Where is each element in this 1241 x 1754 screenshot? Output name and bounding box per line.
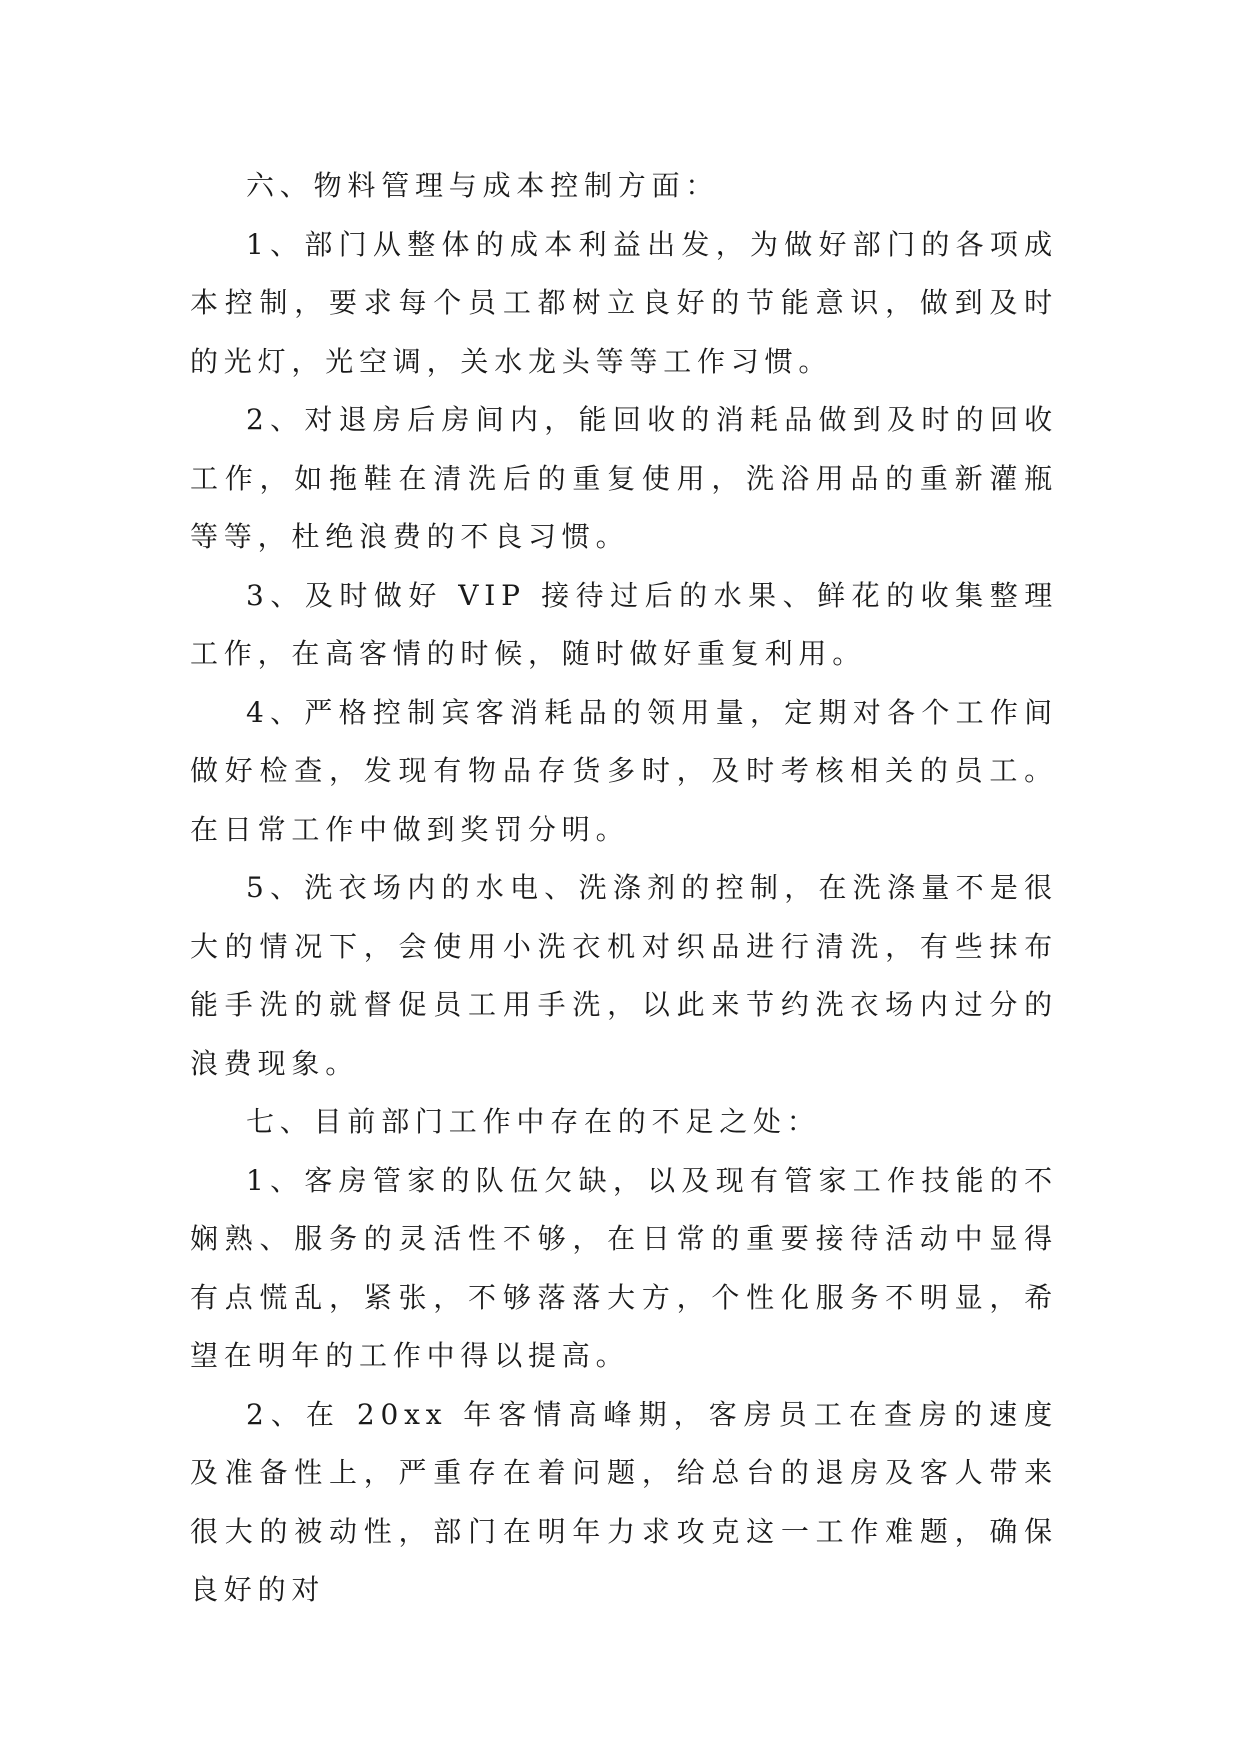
paragraph-shortcomings-1: 1、客房管家的队伍欠缺，以及现有管家工作技能的不娴熟、服务的灵活性不够，在日常的重要接待活动中显得有点慌乱，紧张，不够落落大方，个性化服务不明显，希望在明年的工作中得以提高。	[190, 1163, 1058, 1372]
paragraph-materials-4: 4、严格控制宾客消耗品的领用量，定期对各个工作间做好检查，发现有物品存货多时，及时考核相关的员工。在日常工作中做到奖罚分明。	[190, 695, 1058, 846]
document-body	[190, 157, 1058, 1620]
section-heading-materials: 六、物料管理与成本控制方面：	[246, 169, 720, 202]
paragraph-materials-1: 1、部门从整体的成本利益出发，为做好部门的各项成本控制，要求每个员工都树立良好的节能意识，做到及时的光灯，光空调，关水龙头等等工作习惯。	[190, 227, 1058, 378]
section-heading-shortcomings: 七、目前部门工作中存在的不足之处：	[246, 1105, 821, 1138]
paragraph-materials-2: 2、对退房后房间内，能回收的消耗品做到及时的回收工作，如拖鞋在清洗后的重复使用，洗浴用品的重新灌瓶等等，杜绝浪费的不良习惯。	[190, 403, 1058, 553]
paragraph-materials-3: 3、及时做好 VIP 接待过后的水果、鲜花的收集整理工作，在高客情的时候，随时做好重复利用。	[190, 578, 1058, 670]
paragraph-shortcomings-2: 2、在 20xx 年客情高峰期，客房员工在查房的速度及准备性上，严重存在着问题，给总台的退房及客人带来很大的被动性，部门在明年力求攻克这一工作难题，确保良好的对	[190, 1397, 1058, 1606]
paragraph-materials-5: 5、洗衣场内的水电、洗涤剂的控制，在洗涤量不是很大的情况下，会使用小洗衣机对织品进行清洗，有些抹布能手洗的就督促员工用手洗，以此来节约洗衣场内过分的浪费现象。	[190, 871, 1058, 1080]
